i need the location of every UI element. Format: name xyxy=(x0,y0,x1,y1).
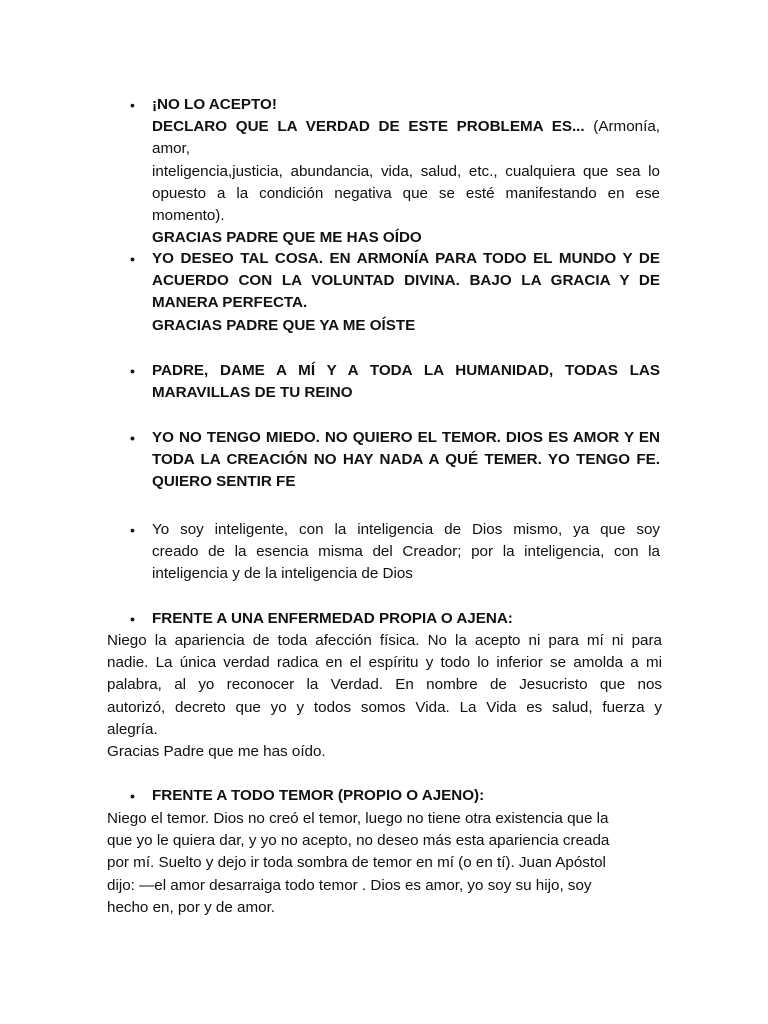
bullet-line: MANERA PERFECTA. xyxy=(152,294,308,312)
bullet-item-padre-dame xyxy=(130,360,660,404)
section-body-temor xyxy=(107,808,662,919)
bullet-line: PADRE, DAME A MÍ Y A TODA LA HUMANIDAD, TODAS LAS xyxy=(152,362,660,379)
paragraph-line: Niego la apariencia de toda afección física. No la acepto ni para mí ni para xyxy=(107,632,662,649)
paragraph-line: autorizó, decreto que yo y todos somos Vida. La Vida es salud, fuerza y xyxy=(107,698,662,716)
section-heading-text: FRENTE A UNA ENFERMEDAD PROPIA O AJENA: xyxy=(152,610,513,627)
bullet-line: Yo soy inteligente, con la inteligencia de Dios mismo, ya que soy xyxy=(152,521,660,538)
paragraph-line: nadie. La única verdad radica en el espíritu y todo lo inferior se amolda a mi xyxy=(107,654,662,672)
bullet-line: ACUERDO CON LA VOLUNTAD DIVINA. BAJO LA GRACIA Y DE xyxy=(152,272,660,290)
paragraph-line: por mí. Suelto y dejo ir toda sombra de temor en mí (o en tí). Juan Apóstol xyxy=(107,854,606,872)
bullet-line: MARAVILLAS DE TU REINO xyxy=(152,384,353,402)
paragraph-line: que yo le quiera dar, y yo no acepto, no deseo más esta apariencia creada xyxy=(107,832,610,850)
bullet-line: opuesto a la condición negativa que se esté manifestando en ese xyxy=(152,184,660,202)
bullet-icon: • xyxy=(130,97,135,113)
bullet-icon: • xyxy=(130,363,135,379)
section-heading-text: FRENTE A TODO TEMOR (PROPIO O AJENO): xyxy=(152,787,485,804)
bullet-icon: • xyxy=(130,430,135,446)
bullet-line: TODA LA CREACIÓN NO HAY NADA A QUÉ TEMER. YO TENGO FE. xyxy=(152,451,660,469)
bullet-line: YO NO TENGO MIEDO. NO QUIERO EL TEMOR. DIOS ES AMOR Y EN xyxy=(152,429,660,446)
section-heading-temor xyxy=(130,785,485,807)
bullet-closing: GRACIAS PADRE QUE ME HAS OÍDO xyxy=(152,229,422,247)
paragraph-line: dijo: —el amor desarraiga todo temor . Dios es amor, yo soy su hijo, soy xyxy=(107,876,592,894)
paragraph-line: palabra, al yo reconocer la Verdad. En nombre de Jesucristo que nos xyxy=(107,676,662,694)
bullet-icon: • xyxy=(130,522,135,538)
bullet-item-no-lo-acepto xyxy=(130,94,660,249)
bullet-closing: GRACIAS PADRE QUE YA ME OÍSTE xyxy=(152,316,416,334)
bullet-line: inteligencia,justicia, abundancia, vida, salud, etc., cualquiera que sea lo xyxy=(152,162,660,180)
paragraph-line: hecho en, por y de amor. xyxy=(107,898,276,916)
paragraph-line: Niego el temor. Dios no creó el temor, luego no tiene otra existencia que la xyxy=(107,810,609,827)
bullet-icon: • xyxy=(130,611,135,627)
paragraph-closing: Gracias Padre que me has oído. xyxy=(107,743,326,761)
bullet-icon: • xyxy=(130,788,135,804)
bullet-line xyxy=(152,116,660,160)
section-body-enfermedad xyxy=(107,630,662,763)
bullet-line: QUIERO SENTIR FE xyxy=(152,473,296,491)
bullet-icon: • xyxy=(130,251,135,267)
bullet-line: creado de la esencia misma del Creador; por la inteligencia, con la xyxy=(152,543,660,561)
bullet-item-no-tengo-miedo xyxy=(130,427,660,494)
bullet-line: momento). xyxy=(152,207,225,225)
bullet-item-yo-soy-inteligente xyxy=(130,519,660,586)
section-heading-enfermedad xyxy=(130,608,513,630)
bullet-heading: ¡NO LO ACEPTO! xyxy=(152,96,277,113)
declaration-bold: DECLARO QUE LA VERDAD DE ESTE PROBLEMA ES... xyxy=(152,118,585,136)
declaration-rest: (Armonía, amor, xyxy=(152,118,660,158)
bullet-item-yo-deseo xyxy=(130,248,660,337)
paragraph-line: alegría. xyxy=(107,720,158,738)
bullet-line: inteligencia y de la inteligencia de Dios xyxy=(152,565,413,583)
bullet-line: YO DESEO TAL COSA. EN ARMONÍA PARA TODO EL MUNDO Y DE xyxy=(152,250,660,267)
